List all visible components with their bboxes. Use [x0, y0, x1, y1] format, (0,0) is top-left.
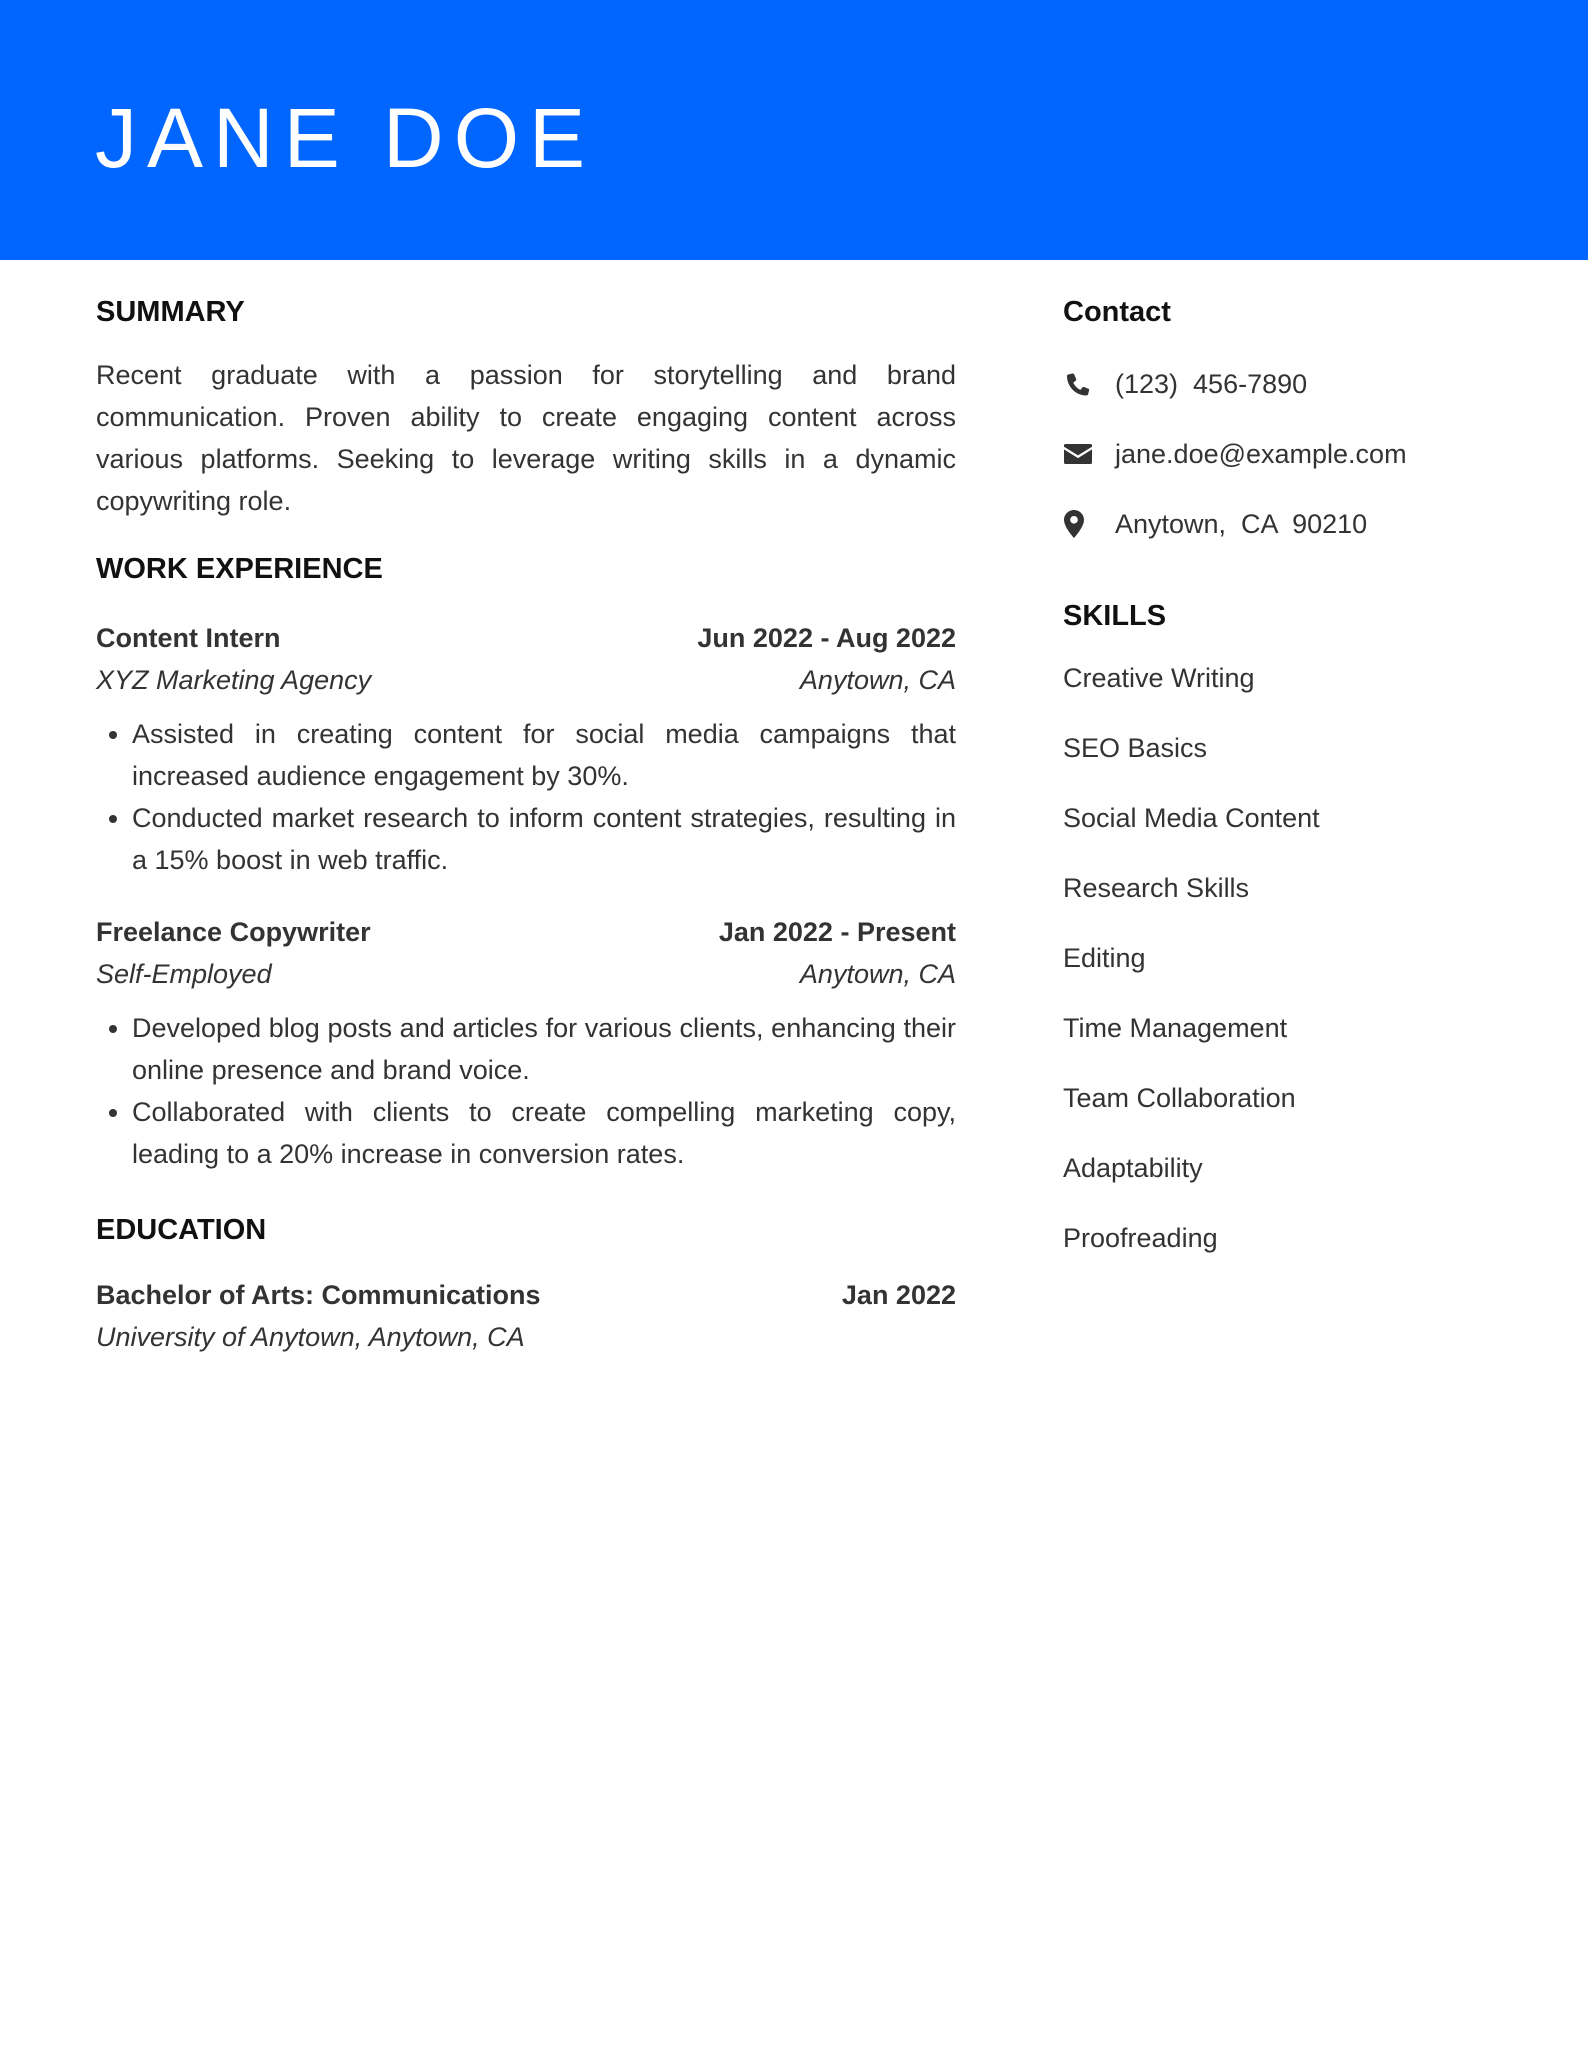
skill-item: Editing [1063, 943, 1146, 973]
job-location: Anytown, CA [799, 959, 956, 989]
sidebar-column [1063, 290, 1523, 1288]
job-entry [96, 911, 956, 1175]
education-heading: EDUCATION [96, 1214, 267, 1246]
work-experience-heading: WORK EXPERIENCE [96, 553, 383, 585]
map-marker-icon [1063, 504, 1107, 544]
job-entry [96, 617, 956, 881]
job-company: Self-Employed [96, 959, 272, 989]
job-bullet: • Collaborated with clients to create compelling marketing copy, leading to a 20% increase in conversion rates. [132, 1091, 956, 1175]
contact-heading: Contact [1063, 296, 1171, 328]
skill-item: Time Management [1063, 1013, 1288, 1043]
skill-item: SEO Basics [1063, 733, 1208, 763]
job-role: Freelance Copywriter [96, 917, 371, 947]
envelope-icon [1063, 434, 1107, 474]
job-bullets [96, 713, 956, 881]
skill-item: Research Skills [1063, 873, 1250, 903]
education-school-row [96, 1316, 956, 1358]
skill-item: Adaptability [1063, 1153, 1203, 1183]
contact-email [1063, 434, 1523, 474]
phone-icon [1063, 364, 1107, 404]
job-header-row [96, 911, 956, 953]
job-company-row [96, 659, 956, 701]
education-school: University of Anytown, Anytown, CA [96, 1322, 525, 1352]
job-dates: Jan 2022 - Present [718, 917, 956, 947]
skills-heading: SKILLS [1063, 600, 1167, 632]
candidate-name: JANE DOE [95, 91, 596, 185]
job-location: Anytown, CA [799, 665, 956, 695]
education-entry [96, 1274, 956, 1358]
skill-item: Proofreading [1063, 1223, 1218, 1253]
contact-email-text: jane.doe@example.com [1115, 438, 1407, 469]
job-header-row [96, 617, 956, 659]
summary-heading: SUMMARY [96, 296, 245, 328]
job-bullet: • Developed blog posts and articles for various clients, enhancing their online presence and brand voice. [132, 1007, 956, 1091]
summary-text: Recent graduate with a passion for storytelling and brand communication. Proven ability to create engaging content across various platforms. Seeking to leverage writing skills in a dynamic copywriting role. [96, 360, 956, 516]
job-bullets [96, 1007, 956, 1175]
job-role: Content Intern [96, 623, 281, 653]
job-dates: Jun 2022 - Aug 2022 [697, 623, 956, 653]
education-header-row [96, 1274, 956, 1316]
contact-phone [1063, 364, 1523, 404]
job-bullet: • Assisted in creating content for social media campaigns that increased audience engagement by 30%. [132, 713, 956, 797]
contact-address-text: Anytown, CA 90210 [1115, 508, 1368, 539]
skill-item: Social Media Content [1063, 803, 1320, 833]
education-degree: Bachelor of Arts: Communications [96, 1280, 541, 1310]
header-banner [0, 0, 1588, 260]
contact-list [1063, 364, 1523, 544]
contact-phone-text: (123) 456-7890 [1115, 368, 1308, 399]
education-date: Jan 2022 [841, 1280, 956, 1310]
main-column [96, 290, 956, 1358]
skill-item: Team Collaboration [1063, 1083, 1296, 1113]
job-bullet: • Conducted market research to inform content strategies, resulting in a 15% boost in web traffic. [132, 797, 956, 881]
skills-list [1063, 658, 1523, 1258]
job-company-row [96, 953, 956, 995]
job-company: XYZ Marketing Agency [96, 665, 372, 695]
contact-address [1063, 504, 1523, 544]
skill-item: Creative Writing [1063, 663, 1255, 693]
